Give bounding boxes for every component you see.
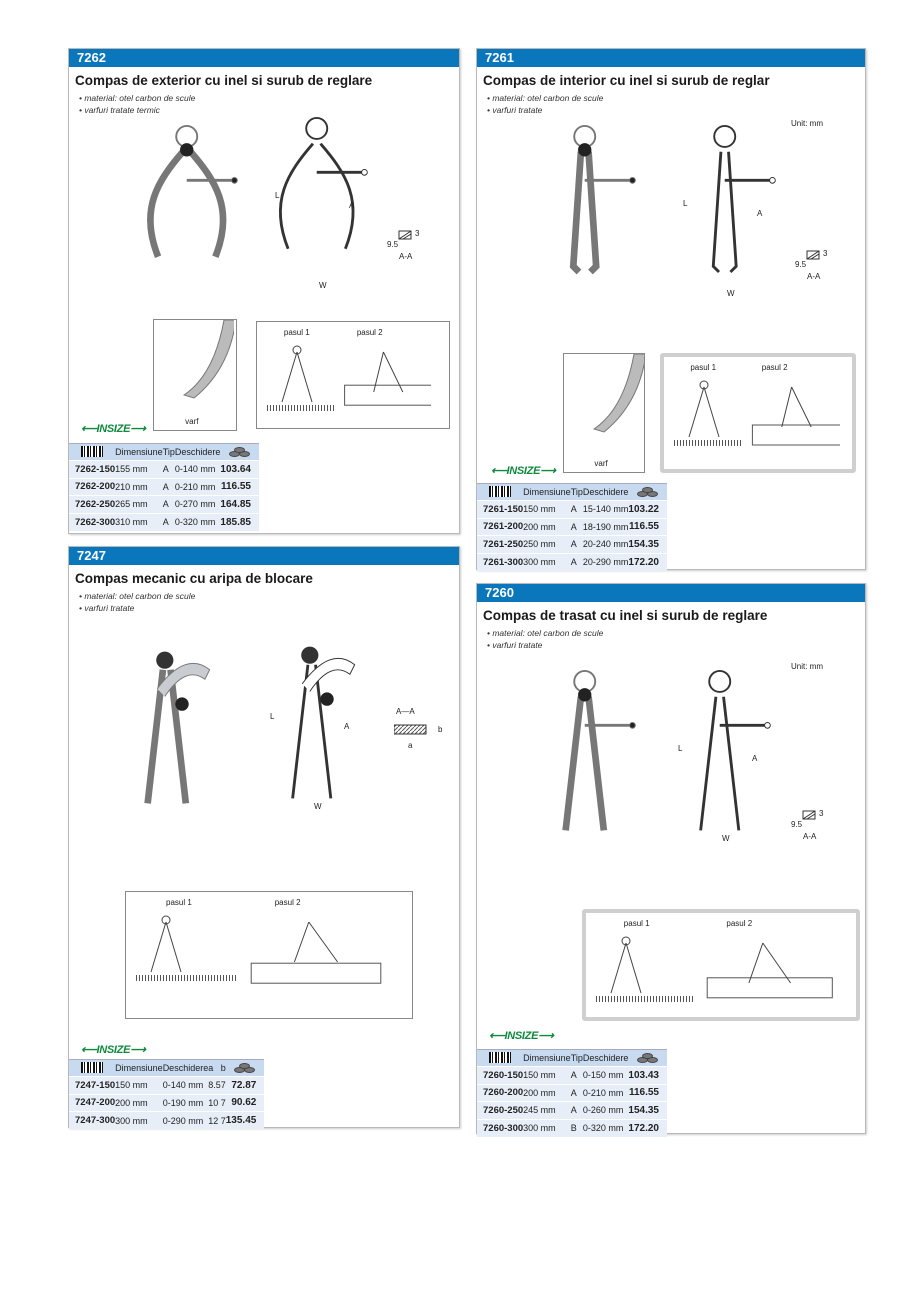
item-dimension: 250 mm [523,536,571,554]
item-code: 7261-200 [477,518,523,536]
item-dimension: 150 mm [115,1077,163,1095]
dim-3: 3 [819,809,824,818]
step-1-label: pasul 1 [283,328,310,337]
price-table [69,443,259,531]
item-dimension: 300 mm [523,1119,571,1137]
item-type: A [571,518,583,536]
product-title: Compas de trasat cu inel si surub de reglare [483,608,768,623]
dim-label-A: A [757,209,763,218]
item-price: 116.55 [628,1084,667,1102]
column-header-a: a [208,1060,221,1077]
dim-a: a [408,741,413,750]
dim-label-A: A [752,754,758,763]
item-code: 7260-200 [477,1084,523,1102]
item-price: 154.35 [628,1102,667,1120]
unit-label: Unit: mm [791,119,823,128]
item-price: 135.45 [226,1112,265,1130]
item-price: 172.20 [628,553,667,571]
item-price: 154.35 [628,536,667,554]
column-header-opening: Deschidere [583,1050,629,1067]
barcode-column-header [69,444,115,461]
tip-detail-image [153,319,237,431]
dim-label-L: L [270,712,275,721]
column-header-type: Tip [571,1050,583,1067]
item-type: A [571,1084,583,1102]
item-type: A [163,478,175,496]
item-code: 7247-150 [69,1077,115,1095]
product-photo [537,664,642,844]
product-code-header: 7262 [69,49,459,67]
item-opening: 20-290 mm [583,553,629,571]
feature-item: • varfuri tratate [487,640,543,650]
table-row [477,1102,667,1120]
item-price: 72.87 [226,1077,265,1095]
technical-drawing [672,664,777,844]
item-dimension: 150 mm [523,501,571,519]
feature-item: • varfuri tratate [79,603,135,613]
usage-steps-box [660,353,856,473]
column-header-opening: Deschidere [175,444,221,461]
unit-label: Unit: mm [791,662,823,671]
item-price: 116.55 [220,478,259,496]
product-photo [537,119,642,299]
item-dimension: 245 mm [523,1102,571,1120]
price-column-header [628,484,667,501]
step-1-label: pasul 1 [166,898,192,907]
item-opening: 0-270 mm [175,496,221,514]
item-price: 172.20 [628,1119,667,1137]
dim-label-A: A [344,722,350,731]
section-label: A-A [807,272,821,281]
item-code: 7261-150 [477,501,523,519]
price-column-header [628,1050,667,1067]
table-row [69,478,259,496]
coins-icon [637,487,659,497]
step-2-label: pasul 2 [356,328,383,337]
item-opening: 20-240 mm [583,536,629,554]
dim-label-A: A [349,201,355,210]
section-view [791,809,831,843]
item-type: A [571,501,583,519]
table-header-row [69,1060,264,1077]
product-panel-7260 [476,583,866,1134]
section-view [387,229,427,263]
section-view [795,249,835,283]
table-row [69,496,259,514]
tip-label: varf [594,459,608,468]
coins-icon [229,447,251,457]
barcode-icon [81,1062,103,1073]
table-row [477,553,667,571]
item-code: 7260-150 [477,1067,523,1085]
product-photo [119,637,224,817]
column-header-opening: Deschidere [583,484,629,501]
tip-detail-image [563,353,645,473]
coins-icon [234,1063,256,1073]
price-table [69,1059,264,1129]
insize-logo: ⟵INSIZE⟶ [81,423,146,435]
step-1-label: pasul 1 [690,363,717,372]
item-price: 185.85 [220,513,259,531]
item-price: 103.22 [628,501,667,519]
product-panel-7247 [68,546,460,1128]
item-opening: 0-210 mm [175,478,221,496]
barcode-column-header [477,1050,523,1067]
dim-label-L: L [678,744,683,753]
item-a: 10 [208,1094,221,1112]
column-header-dimension: Dimensiune [115,1060,163,1077]
table-header-row [477,484,667,501]
item-type: A [163,461,175,479]
dim-label-W: W [319,281,327,290]
section-label: A-A [399,252,413,261]
dim-label-W: W [727,289,735,298]
product-title: Compas de interior cu inel si surub de reglar [483,73,770,88]
item-type: A [571,553,583,571]
usage-illustration [674,377,840,465]
barcode-icon [81,446,103,457]
table-row [477,1084,667,1102]
table-row [477,536,667,554]
item-code: 7261-300 [477,553,523,571]
column-header-dimension: Dimensiune [115,444,163,461]
product-code-header: 7247 [69,547,459,565]
table-row [69,1077,264,1095]
product-panel-7261 [476,48,866,570]
dim-label-W: W [314,802,322,811]
technical-drawing [264,632,369,812]
feature-item: • varfuri tratate [487,105,543,115]
feature-item: • varfuri tratate termic [79,105,160,115]
price-table [477,483,667,571]
step-2-label: pasul 2 [274,898,301,907]
dim-label-W: W [722,834,730,843]
item-dimension: 200 mm [523,1084,571,1102]
feature-item: • material: otel carbon de scule [79,591,196,601]
item-code: 7247-200 [69,1094,115,1112]
item-code: 7261-250 [477,536,523,554]
item-code: 7262-150 [69,461,115,479]
item-type: A [571,1102,583,1120]
table-row [69,461,259,479]
item-opening: 0-140 mm [163,1077,209,1095]
column-header-b: b [221,1060,226,1077]
item-code: 7262-300 [69,513,115,531]
dim-9-5: 9.5 [791,820,803,829]
column-header-type: Tip [571,484,583,501]
product-photo [139,119,244,299]
item-dimension: 210 mm [115,478,163,496]
item-code: 7260-300 [477,1119,523,1137]
table-header-row [477,1050,667,1067]
table-row [477,501,667,519]
dim-9-5: 9.5 [795,260,807,269]
item-dimension: 310 mm [115,513,163,531]
table-row [477,518,667,536]
tip-label: varf [185,417,199,426]
step-2-label: pasul 2 [761,363,788,372]
price-column-header [226,1060,265,1077]
item-opening: 15-140 mm [583,501,629,519]
table-row [69,1112,264,1130]
item-price: 116.55 [628,518,667,536]
step-2-label: pasul 2 [726,919,753,928]
barcode-column-header [69,1060,115,1077]
item-b: 7 [221,1112,226,1130]
product-code-header: 7261 [477,49,865,67]
item-price: 103.64 [220,461,259,479]
item-a: 8.5 [208,1077,221,1095]
barcode-icon [489,1052,511,1063]
insize-logo: ⟵INSIZE⟶ [489,1030,554,1042]
item-code: 7247-300 [69,1112,115,1130]
item-b: 7 [221,1077,226,1095]
dim-3: 3 [415,229,420,238]
item-opening: 0-320 mm [175,513,221,531]
item-type: A [163,496,175,514]
feature-item: • material: otel carbon de scule [79,93,196,103]
feature-item: • material: otel carbon de scule [487,628,604,638]
usage-illustration [596,933,844,1013]
item-opening: 0-320 mm [583,1119,629,1137]
coins-icon [637,1053,659,1063]
column-header-opening: Deschidere [163,1060,209,1077]
product-panel-7262 [68,48,460,534]
usage-steps-box [582,909,860,1021]
item-price: 90.62 [226,1094,265,1112]
usage-steps-box [125,891,413,1019]
dim-label-L: L [683,199,688,208]
feature-item: • material: otel carbon de scule [487,93,604,103]
item-b: 7 [221,1094,226,1112]
item-code: 7262-250 [69,496,115,514]
table-row [477,1119,667,1137]
item-opening: 0-290 mm [163,1112,209,1130]
usage-illustration [136,912,394,1008]
item-price: 164.85 [220,496,259,514]
price-table [477,1049,667,1137]
item-dimension: 300 mm [115,1112,163,1130]
item-dimension: 150 mm [523,1067,571,1085]
barcode-icon [489,486,511,497]
dim-b: b [438,725,443,734]
table-header-row [69,444,259,461]
item-type: A [571,536,583,554]
dim-3: 3 [823,249,828,258]
section-label: A—A [396,707,415,716]
item-opening: 0-210 mm [583,1084,629,1102]
item-opening: 0-260 mm [583,1102,629,1120]
usage-illustration [267,342,431,418]
item-dimension: 155 mm [115,461,163,479]
table-row [477,1067,667,1085]
item-opening: 0-140 mm [175,461,221,479]
item-a: 12 [208,1112,221,1130]
item-dimension: 200 mm [115,1094,163,1112]
usage-steps-box [256,321,450,429]
item-code: 7262-200 [69,478,115,496]
technical-drawing [269,111,374,291]
insize-logo: ⟵INSIZE⟶ [491,465,556,477]
technical-drawing [677,119,782,299]
table-row [69,1094,264,1112]
price-column-header [220,444,259,461]
item-type: B [571,1119,583,1137]
item-type: A [571,1067,583,1085]
table-row [69,513,259,531]
item-opening: 18-190 mm [583,518,629,536]
section-label: A-A [803,832,817,841]
dim-label-L: L [275,191,280,200]
product-title: Compas mecanic cu aripa de blocare [75,571,313,586]
item-dimension: 200 mm [523,518,571,536]
dim-9-5: 9.5 [387,240,399,249]
section-view [394,707,452,757]
column-header-dimension: Dimensiune [523,484,571,501]
insize-logo: ⟵INSIZE⟶ [81,1044,146,1056]
item-price: 103.43 [628,1067,667,1085]
item-dimension: 300 mm [523,553,571,571]
barcode-column-header [477,484,523,501]
product-code-header: 7260 [477,584,865,602]
item-type: A [163,513,175,531]
item-code: 7260-250 [477,1102,523,1120]
item-dimension: 265 mm [115,496,163,514]
item-opening: 0-150 mm [583,1067,629,1085]
column-header-dimension: Dimensiune [523,1050,571,1067]
step-1-label: pasul 1 [623,919,650,928]
product-title: Compas de exterior cu inel si surub de reglare [75,73,373,88]
item-opening: 0-190 mm [163,1094,209,1112]
column-header-type: Tip [163,444,175,461]
